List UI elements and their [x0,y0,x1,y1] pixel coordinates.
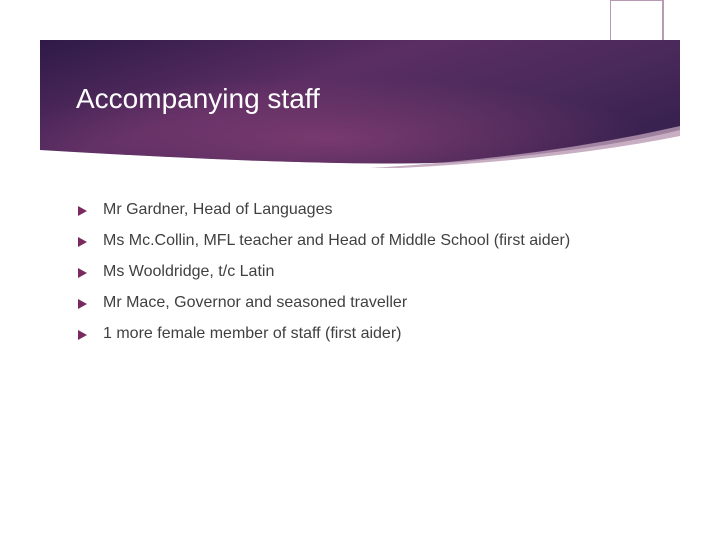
list-item [76,293,636,313]
triangle-right-icon [78,206,87,216]
list-item [76,231,636,251]
triangle-right-icon [78,299,87,309]
bullet-text: 1 more female member of staff (first aider) [103,325,402,342]
bullet-text: Ms Mc.Collin, MFL teacher and Head of Middle School (first aider) [103,232,571,249]
bullet-text: Mr Mace, Governor and seasoned traveller [103,294,408,311]
bullet-list [76,200,636,355]
list-item [76,324,636,344]
list-item [76,200,636,220]
triangle-right-icon [78,237,87,247]
slide-title: Accompanying staff [76,83,320,114]
decorative-frame-line [610,0,664,1]
triangle-right-icon [78,330,87,340]
bullet-text: Mr Gardner, Head of Languages [103,201,333,218]
list-item [76,262,636,282]
bullet-text: Ms Wooldridge, t/c Latin [103,263,275,280]
triangle-right-icon [78,268,87,278]
